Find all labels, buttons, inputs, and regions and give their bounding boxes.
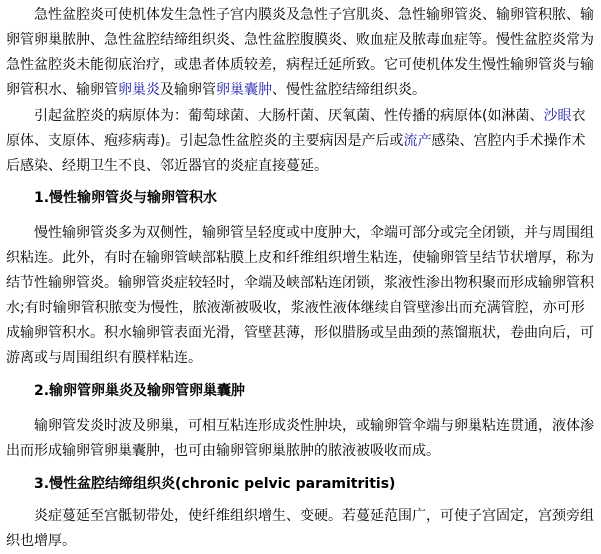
paragraph-tubo-ovarian	[6, 414, 601, 464]
text-segment: 卵管卵巢脓肿、急性盆腔结缔组织炎、急性盆腔腹膜炎、败血症及脓毒血症等。慢性盆腔炎常为	[6, 32, 594, 48]
keyword-link[interactable]: 卵巢炎	[118, 82, 160, 98]
text-line	[6, 3, 601, 28]
text-segment: 原体、支原体、疱疹病毒)。引起急性盆腔炎的主要病因是产后或	[6, 133, 404, 149]
text-segment: 水;有时输卵管积脓变为慢性，脓液渐被吸收，浆液性液体继续自管壁渗出而充满管腔，亦可形	[6, 300, 585, 316]
heading-tubo-ovarian	[6, 379, 601, 404]
text-segment: 织也增厚。	[6, 533, 76, 549]
text-segment: 慢性输卵管炎多为双侧性，输卵管呈轻度或中度肿大，伞端可部分或完全闭锁，并与周围组	[34, 225, 594, 241]
heading-chronic-salpingitis	[6, 186, 601, 211]
text-line	[6, 504, 601, 529]
text-line	[6, 154, 601, 179]
text-segment: 出而形成输卵管卵巢囊肿，也可由输卵管卵巢脓肿的脓液被吸收而成。	[6, 443, 440, 459]
section-heading	[6, 472, 601, 497]
text-segment: 急性盆腔炎未能彻底治疗，或患者体质较差，病程迁延所致。它可使机体发生慢性输卵管炎与输	[6, 57, 594, 73]
text-segment: 织粘连。此外，有时在输卵管峡部粘膜上皮和纤维组织增生粘连，使输卵管呈结节状增厚，称为	[6, 250, 594, 266]
text-line	[6, 414, 601, 439]
keyword-link[interactable]: 沙眼	[543, 108, 572, 124]
text-segment: 结节性输卵管炎。输卵管炎症较轻时，伞端及峡部粘连闭锁，浆液性渗出物积聚而形成输卵管积	[6, 275, 594, 291]
text-segment: 急性盆腔炎可使机体发生急性子宫内膜炎及急性子宫肌炎、急性输卵管炎、输卵管积脓、输	[34, 7, 594, 23]
text-line	[6, 221, 601, 246]
heading-parametritis	[6, 472, 601, 497]
paragraph-acute-pid-effects	[6, 3, 601, 103]
text-line	[6, 129, 601, 154]
text-segment: 衣	[571, 108, 586, 124]
text-segment: 卵管积水、输卵管	[6, 82, 118, 98]
section-heading	[6, 379, 601, 404]
keyword-link[interactable]: 卵巢囊肿	[216, 82, 272, 98]
paragraph-parametritis	[6, 504, 601, 554]
text-segment: 、慢性盆腔结缔组织炎。	[272, 82, 426, 98]
text-segment: 游离或与周围组织有膜样粘连。	[6, 350, 202, 366]
text-line	[6, 78, 601, 103]
text-line	[6, 28, 601, 53]
text-line	[6, 53, 601, 78]
text-line	[6, 529, 601, 554]
text-segment: 及输卵管	[160, 82, 216, 98]
section-heading	[6, 186, 601, 211]
text-segment: 输卵管发炎时波及卵巢，可相互粘连形成炎性肿块，或输卵管伞端与卵巢粘连贯通，液体渗	[34, 418, 594, 434]
text-segment: 3.慢性盆腔结缔组织炎(chronic pelvic paramitritis)	[34, 476, 396, 492]
text-line	[6, 346, 601, 371]
text-segment: 感染、宫腔内手术操作术	[431, 133, 586, 149]
text-line	[6, 321, 601, 346]
paragraph-chronic-salpingitis	[6, 221, 601, 371]
text-segment: 引起盆腔炎的病原体为：葡萄球菌、大肠杆菌、厌氧菌、性传播的病原体(如淋菌、	[34, 108, 544, 124]
text-segment: 炎症蔓延至宫骶韧带处，使纤维组织增生、变硬。若蔓延范围广，可使子宫固定，宫颈旁组	[34, 508, 594, 524]
text-line	[6, 296, 601, 321]
text-segment: 成输卵管积水。积水输卵管表面光滑，管壁甚薄，形似腊肠或呈曲颈的蒸馏瓶状，卷曲向后，可	[6, 325, 594, 341]
text-line	[6, 271, 601, 296]
text-segment: 后感染、经期卫生不良、邻近器官的炎症直接蔓延。	[6, 158, 328, 174]
text-line	[6, 104, 601, 129]
text-segment: 1.慢性输卵管炎与输卵管积水	[34, 190, 218, 206]
text-segment: 2.输卵管卵巢炎及输卵管卵巢囊肿	[34, 383, 246, 399]
text-line	[6, 439, 601, 464]
paragraph-pathogens	[6, 104, 601, 179]
text-line	[6, 246, 601, 271]
keyword-link[interactable]: 流产	[403, 133, 432, 149]
article-body	[6, 3, 601, 554]
